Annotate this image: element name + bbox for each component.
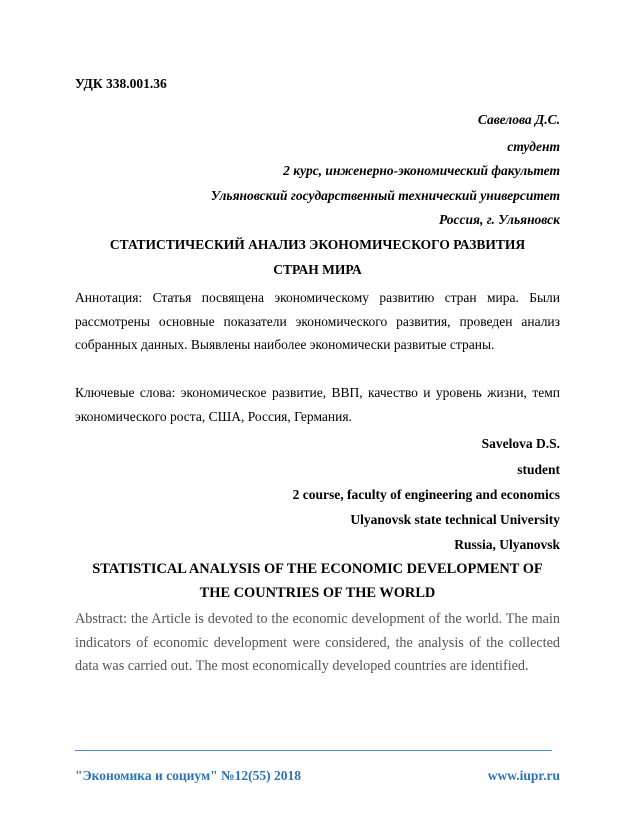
en-title-line-2: THE COUNTRIES OF THE WORLD	[199, 585, 436, 601]
en-author-university: Ulyanovsk state technical University	[350, 512, 560, 527]
en-author-course-faculty: 2 course, faculty of engineering and economics	[292, 487, 560, 502]
ru-title-line-2: СТРАН МИРА	[273, 262, 362, 277]
ru-author-course-faculty: 2 курс, инженерно-экономический факультет	[283, 163, 560, 178]
footer-website-link[interactable]: www.iupr.ru	[487, 768, 560, 783]
en-abstract: Abstract: the Article is devoted to the economic development of the world. The main indicators of economic development were considered, the analysis of the collected data was carried out. The most economically developed countries are identified.	[75, 611, 560, 675]
en-author-location: Russia, Ulyanovsk	[454, 537, 560, 552]
ru-author-location: Россия, г. Ульяновск	[439, 212, 560, 227]
footer-divider	[75, 750, 552, 751]
ru-author-position: студент	[507, 139, 560, 154]
en-title-line-1: STATISTICAL ANALYSIS OF THE ECONOMIC DEVELOPMENT OF	[92, 561, 543, 577]
ru-author-name: Савелова Д.С.	[477, 112, 560, 127]
ru-author-university: Ульяновский государственный технический университет	[210, 188, 560, 203]
footer-journal: "Экономика и социум" №12(55) 2018	[75, 768, 301, 783]
udk-code: УДК 338.001.36	[75, 76, 167, 91]
ru-title-line-1: СТАТИСТИЧЕСКИЙ АНАЛИЗ ЭКОНОМИЧЕСКОГО РАЗВИТИЯ	[109, 237, 526, 252]
ru-abstract: Аннотация: Статья посвящена экономическому развитию стран мира. Были рассмотрены основные показатели экономического развития, проведен анализ собранных данных. Выявлены наиболее экономически развитые страны.	[75, 290, 560, 352]
en-author-position: student	[517, 462, 560, 477]
en-author-name: Savelova D.S.	[481, 436, 560, 451]
ru-keywords: Ключевые слова: экономическое развитие, ВВП, качество и уровень жизни, темп экономического роста, США, Россия, Германия.	[75, 385, 560, 424]
